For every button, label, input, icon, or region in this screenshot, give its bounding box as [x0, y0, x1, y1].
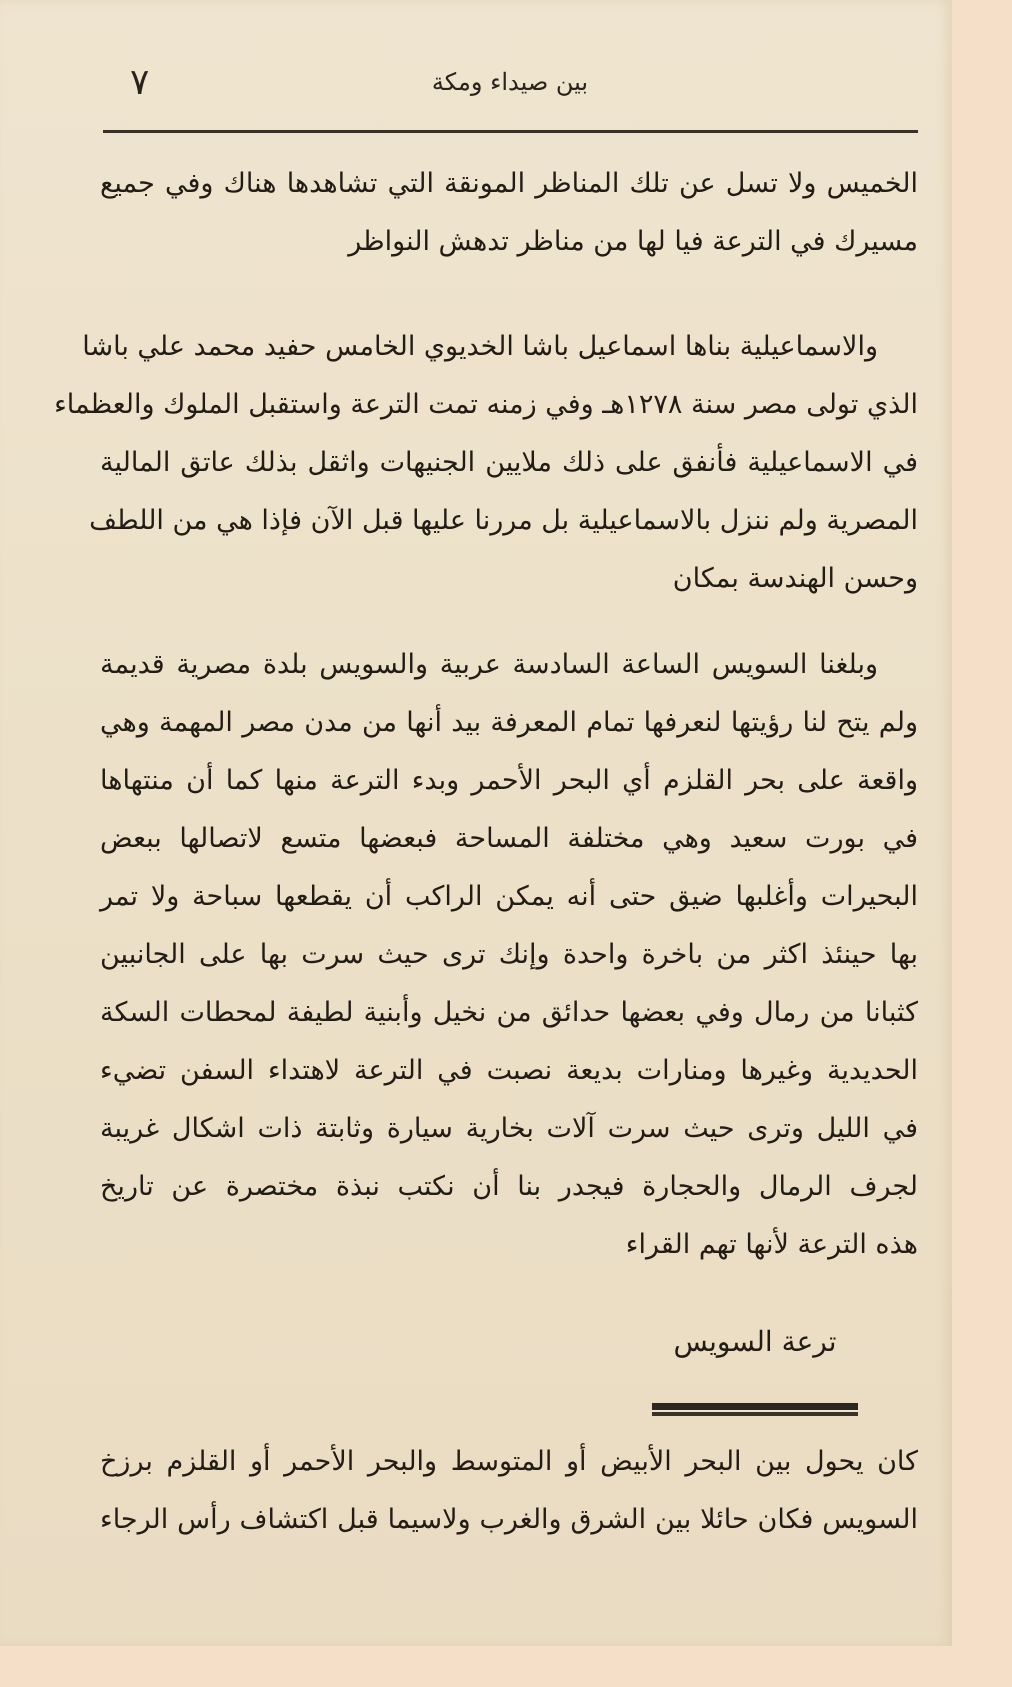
text-line: وبلغنا السويس الساعة السادسة عربية والسويس بلدة مصرية قديمة [100, 649, 878, 680]
text-line: في بورت سعيد وهي مختلفة المساحة فبعضها متسع لاتصالها ببعض [100, 823, 918, 854]
header-rule [103, 130, 918, 133]
text-line: كثبانا من رمال وفي بعضها حدائق من نخيل وأبنية لطيفة لمحطات السكة [100, 997, 918, 1028]
paragraph-1 [100, 155, 918, 271]
text-line: في الليل وترى حيث سرت آلات بخارية سيارة وثابتة ذات اشكال غريبة [100, 1113, 918, 1144]
text-line: بها حينئذ اكثر من باخرة واحدة وإنك ترى حيث سرت بها على الجانبين [100, 939, 918, 970]
running-title: بين صيداء ومكة [431, 68, 589, 96]
heading-underline [652, 1403, 858, 1412]
text-line: كان يحول بين البحر الأبيض أو المتوسط والبحر الأحمر أو القلزم برزخ [100, 1446, 918, 1477]
text-line: مسيرك في الترعة فيا لها من مناظر تدهش النواظر [348, 226, 918, 257]
text-line: السويس فكان حائلا بين الشرق والغرب ولاسيما قبل اكتشاف رأس الرجاء [100, 1504, 918, 1535]
text-line: لجرف الرمال والحجارة فيجدر بنا أن نكتب نبذة مختصرة عن تاريخ [100, 1171, 918, 1202]
text-line: الحديدية وغيرها ومنارات بديعة نصبت في الترعة لاهتداء السفن تضيء [100, 1055, 918, 1086]
text-line: البحيرات وأغلبها ضيق حتى أنه يمكن الراكب أن يقطعها سباحة ولا تمر [100, 881, 918, 912]
paragraph-2 [54, 318, 918, 608]
text-line: ولم يتح لنا رؤيتها لنعرفها تمام المعرفة بيد أنها من مدن مصر المهمة وهي [100, 707, 918, 738]
text-line: المصرية ولم ننزل بالاسماعيلية بل مررنا عليها قبل الآن فإذا هي من اللطف [89, 505, 918, 536]
text-line: وحسن الهندسة بمكان [672, 563, 918, 594]
text-line: الخميس ولا تسل عن تلك المناظر المونقة التي تشاهدها هناك وفي جميع [100, 168, 918, 199]
text-line: هذه الترعة لأنها تهم القراء [625, 1229, 918, 1260]
text-line: الذي تولى مصر سنة ١٢٧٨هـ وفي زمنه تمت الترعة واستقبل الملوك والعظماء [54, 389, 918, 420]
text-line: واقعة على بحر القلزم أي البحر الأحمر وبدء الترعة منها كما أن منتهاها [100, 765, 918, 796]
page-header [100, 60, 920, 120]
paragraph-3 [100, 636, 918, 1274]
page-number: ٧ [130, 62, 150, 103]
text-line: والاسماعيلية بناها اسماعيل باشا الخديوي الخامس حفيد محمد علي باشا [82, 331, 878, 362]
section-paragraph [100, 1433, 918, 1549]
text-line: في الاسماعيلية فأنفق على ذلك ملايين الجنيهات واثقل بذلك عاتق المالية [100, 447, 918, 478]
section-heading: ترعة السويس [673, 1325, 837, 1358]
